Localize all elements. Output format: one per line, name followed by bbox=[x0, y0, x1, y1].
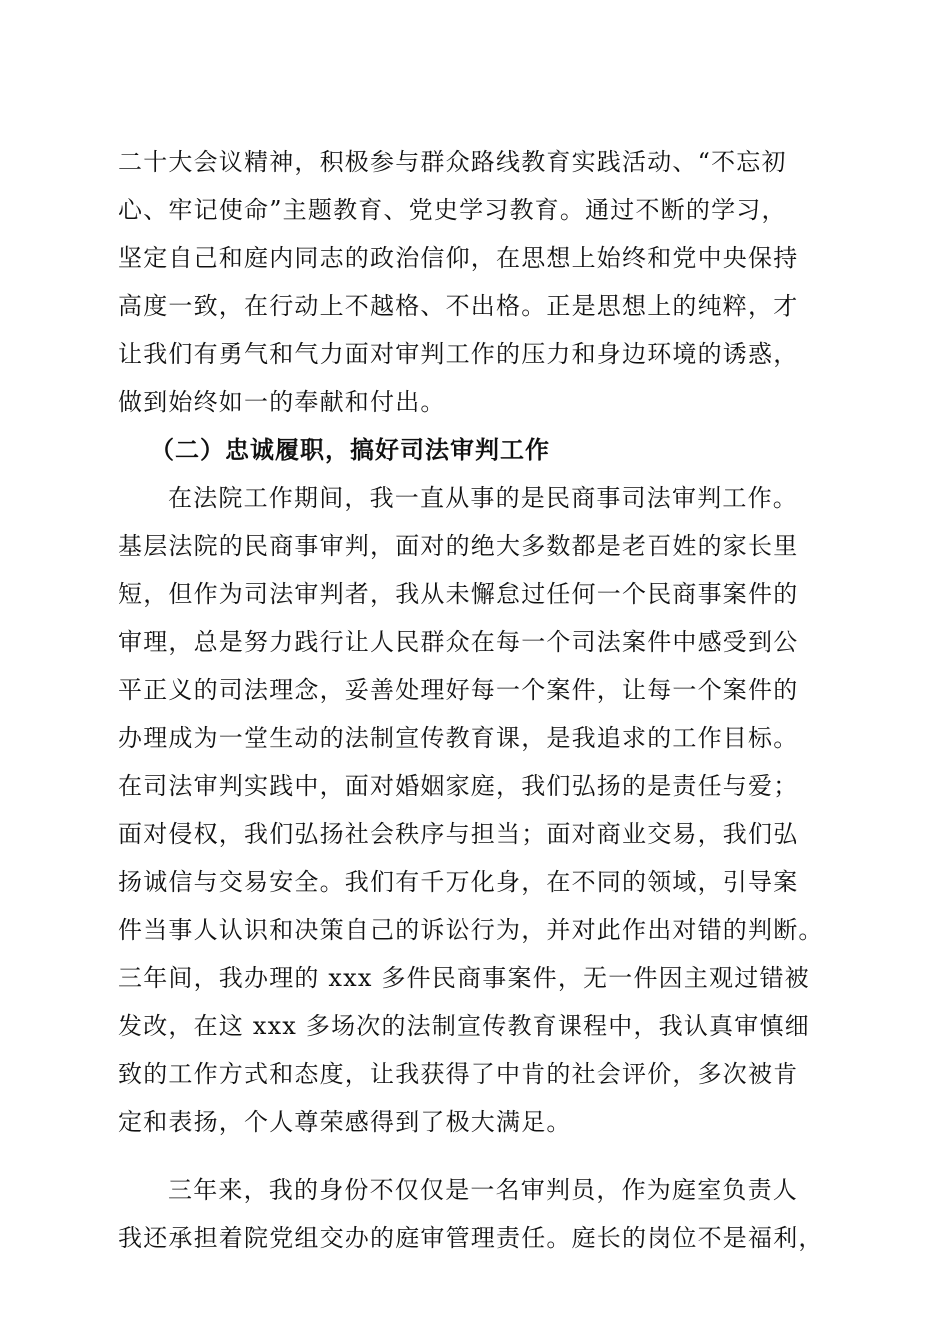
paragraph-first-line: 在法院工作期间，我一直从事的是民商事司法审判工作。 bbox=[168, 484, 798, 512]
body-text-line: 扬诚信与交易安全。我们有千万化身，在不同的领域，引导案 bbox=[118, 868, 799, 896]
body-text-line: 致的工作方式和态度，让我获得了中肯的社会评价，多次被肯 bbox=[118, 1060, 799, 1088]
body-text-line: 件当事人认识和决策自己的诉讼行为，并对此作出对错的判断。 bbox=[118, 916, 824, 944]
body-text-line: 面对侵权，我们弘扬社会秩序与担当；面对商业交易，我们弘 bbox=[118, 820, 799, 848]
body-text-line: 做到始终如一的奉献和付出。 bbox=[118, 388, 446, 416]
body-text-line: 基层法院的民商事审判，面对的绝大多数都是老百姓的家长里 bbox=[118, 532, 799, 560]
body-text-line: 短，但作为司法审判者，我从未懈怠过任何一个民商事案件的 bbox=[118, 580, 799, 608]
body-text-line: 办理成为一堂生动的法制宣传教育课，是我追求的工作目标。 bbox=[118, 724, 799, 752]
body-text-line: 在司法审判实践中，面对婚姻家庭，我们弘扬的是责任与爱； bbox=[118, 772, 799, 800]
body-text-line: 发改，在这 xxx 多场次的法制宣传教育课程中，我认真审慎细 bbox=[118, 1012, 810, 1040]
body-text-line: 高度一致，在行动上不越格、不出格。正是思想上的纯粹，才 bbox=[118, 292, 799, 320]
body-text-line: 三年间，我办理的 xxx 多件民商事案件，无一件因主观过错被 bbox=[118, 964, 810, 992]
body-text-line: 平正义的司法理念，妥善处理好每一个案件，让每一个案件的 bbox=[118, 676, 799, 704]
body-text-line: 我还承担着院党组交办的庭审管理责任。庭长的岗位不是福利， bbox=[118, 1224, 824, 1252]
paragraph-first-line: 三年来，我的身份不仅仅是一名审判员，作为庭室负责人 bbox=[168, 1176, 798, 1204]
body-text-line: 审理，总是努力践行让人民群众在每一个司法案件中感受到公 bbox=[118, 628, 799, 656]
body-text-line: 二十大会议精神，积极参与群众路线教育实践活动、“不忘初 bbox=[118, 148, 787, 176]
body-text-line: 心、牢记使命”主题教育、党史学习教育。通过不断的学习， bbox=[118, 196, 787, 224]
body-text-line: 坚定自己和庭内同志的政治信仰，在思想上始终和党中央保持 bbox=[118, 244, 799, 272]
section-heading: （二）忠诚履职，搞好司法审判工作 bbox=[150, 436, 550, 464]
body-text-line: 定和表扬，个人尊荣感得到了极大满足。 bbox=[118, 1108, 572, 1136]
body-text-line: 让我们有勇气和气力面对审判工作的压力和身边环境的诱惑， bbox=[118, 340, 799, 368]
